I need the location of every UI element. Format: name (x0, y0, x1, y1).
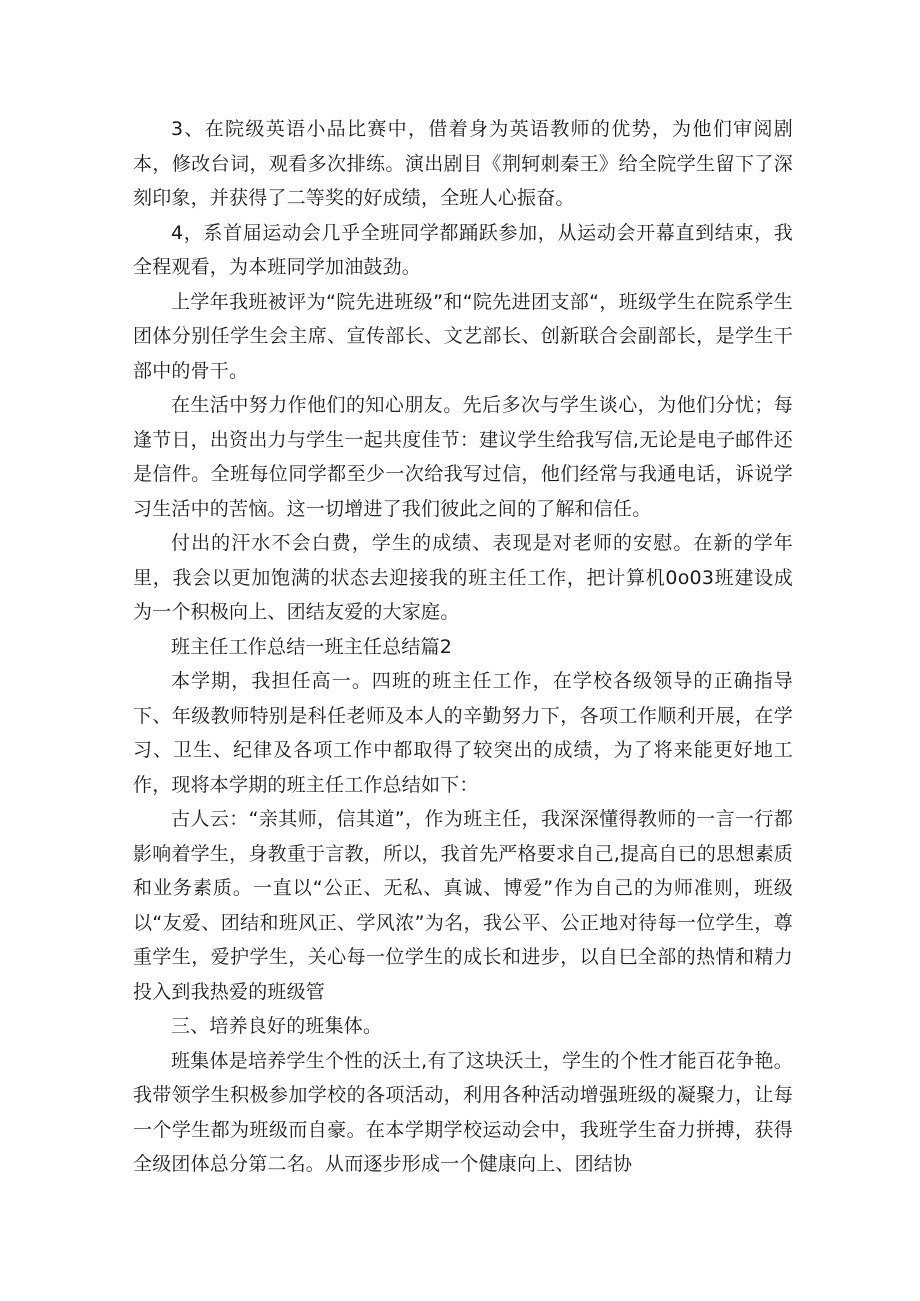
section-heading-class-collective: 三、培养良好的班集体。 (171, 1015, 383, 1037)
paragraph-student-life: 在生活中努力作他们的知心朋友。先后多次与学生谈心，为他们分忧；每逢节日，出资出力与学生一起共度佳节：建议学生给我写信,无论是电子邮件还是信件。全班每位同学都至少一次给我写过信，他们经常与我通电话，诉说学习生活中的苦恼。这一切增进了我们彼此之间的了解和信任。 (133, 394, 793, 520)
paragraph-sports-meet: 4，系首届运动会几乎全班同学都踊跃参加，从运动会开幕直到结束，我全程观看，为本班同学加油鼓劲。 (133, 221, 793, 278)
paragraph-class-honors: 上学年我班被评为“院先进班级”和“院先进团支部“，班级学生在院系学生团体分别任学生会主席、宣传部长、文艺部长、创新联合会副部长，是学生干部中的骨干。 (133, 290, 793, 382)
document-body (133, 112, 793, 1182)
paragraph-teacher-example: 古人云：“亲其师，信其道”，作为班主任，我深深懂得教师的一言一行都影响着学生，身教重于言教，所以，我首先严格要求自己,提高自已的思想素质和业务素质。一直以“公正、无私、真诚、博爱”作为自己的为师准则，班级以“友爱、团结和班风正、学风浓”为名，我公平、公正地对待每一位学生，尊重学生，爱护学生，关心每一位学生的成长和进步，以自巳全部的热情和精力投入到我热爱的班级管 (133, 808, 793, 1003)
paragraph-class-collective: 班集体是培养学生个性的沃土,有了这块沃土，学生的个性才能百花争艳。我带领学生积极参加学校的各项活动，利用各种活动增强班级的凝聚力，让每一个学生都为班级而自豪。在本学期学校运动会中，我班学生奋力拼搏，获得全级团体总分第二名。从而逐步形成一个健康向上、团结协 (133, 1049, 793, 1175)
paragraph-new-year-plan: 付出的汗水不会白费，学生的成绩、表现是对老师的安慰。在新的学年里，我会以更加饱满的状态去迎接我的班主任工作，把计算机0o03班建设成为一个积极向上、团结友爱的大家庭。 (133, 532, 793, 623)
section-heading-part-2: 班主任工作总结一班主任总结篇2 (171, 635, 453, 658)
paragraph-semester-intro: 本学期，我担任高一。四班的班主任工作，在学校各级领导的正确指导下、年级教师特别是科任老师及本人的辛勤努力下，各项工作顺利开展，在学习、卫生、纪律及各项工作中都取得了较突出的成绩，为了将来能更好地工作，现将本学期的班主任工作总结如下： (133, 670, 793, 796)
paragraph-sketch-contest: 3、在院级英语小品比赛中，借着身为英语教师的优势，为他们审阅剧本，修改台词，观看多次排练。演出剧目《荆轲刺秦王》给全院学生留下了深刻印象，并获得了二等奖的好成绩，全班人心振奋。 (133, 118, 793, 209)
